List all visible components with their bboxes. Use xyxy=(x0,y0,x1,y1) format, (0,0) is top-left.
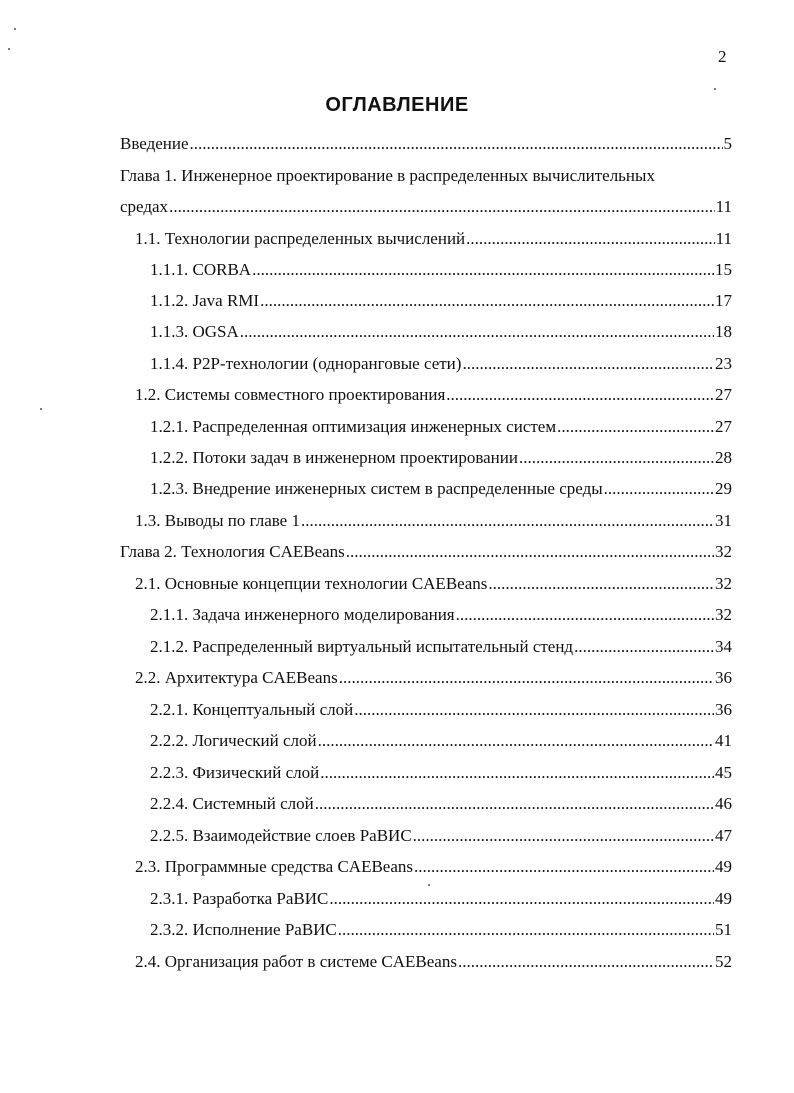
toc-entry-chapter1[interactable]: средах ..... 11 xyxy=(120,197,732,217)
toc-entry-2-2-3[interactable]: 2.2.3. Физический слой ..... 45 xyxy=(150,763,732,783)
toc-entry-1-1-3[interactable]: 1.1.3. OGSA ..... 18 xyxy=(150,322,732,342)
toc-entry-chapter2[interactable]: Глава 2. Технология CAEBeans ..... 32 xyxy=(120,542,732,562)
toc-entry-1-1[interactable]: 1.1. Технологии распределенных вычислений ..... 11 xyxy=(135,229,732,249)
toc-entry-2-3-2[interactable]: 2.3.2. Исполнение РаВИС ..... 51 xyxy=(150,920,732,940)
toc-entry-1-1-2[interactable]: 1.1.2. Java RMI ..... 17 xyxy=(150,291,732,311)
toc-entry-2-1[interactable]: 2.1. Основные концепции технологии CAEBeans ..... 32 xyxy=(135,574,732,594)
toc-entry-1-2-1[interactable]: 1.2.1. Распределенная оптимизация инженерных систем ..... 27 xyxy=(150,417,732,437)
toc-entry-2-2[interactable]: 2.2. Архитектура CAEBeans ..... 36 xyxy=(135,668,732,688)
toc-entry-introduction[interactable]: Введение ..... 5 xyxy=(120,134,732,154)
scan-speck xyxy=(40,408,42,410)
page-title: ОГЛАВЛЕНИЕ xyxy=(325,94,469,116)
toc-entry-chapter1-line1[interactable]: Глава 1. Инженерное проектирование в распределенных вычислительных xyxy=(120,166,655,185)
scan-speck xyxy=(8,48,10,50)
toc-entry-2-2-5[interactable]: 2.2.5. Взаимодействие слоев РаВИС ..... 47 xyxy=(150,826,732,846)
page-number: 2 xyxy=(718,47,727,66)
toc-entry-1-2-2[interactable]: 1.2.2. Потоки задач в инженерном проектировании ..... 28 xyxy=(150,448,732,468)
toc-entry-2-2-1[interactable]: 2.2.1. Концептуальный слой ..... 36 xyxy=(150,700,732,720)
toc-entry-1-2-3[interactable]: 1.2.3. Внедрение инженерных систем в распределенные среды ..... 29 xyxy=(150,479,732,499)
toc-entry-2-4[interactable]: 2.4. Организация работ в системе CAEBeans ..... 52 xyxy=(135,952,732,972)
scan-speck xyxy=(428,884,430,886)
toc-entry-2-3[interactable]: 2.3. Программные средства CAEBeans ..... 49 xyxy=(135,857,732,877)
toc-entry-1-3[interactable]: 1.3. Выводы по главе 1 ..... 31 xyxy=(135,511,732,531)
toc-entry-2-2-4[interactable]: 2.2.4. Системный слой ..... 46 xyxy=(150,794,732,814)
toc-entry-2-2-2[interactable]: 2.2.2. Логический слой ..... 41 xyxy=(150,731,732,751)
toc-entry-1-1-4[interactable]: 1.1.4. P2P-технологии (одноранговые сети) ..... 23 xyxy=(150,354,732,374)
toc-entry-2-1-1[interactable]: 2.1.1. Задача инженерного моделирования ..... 32 xyxy=(150,605,732,625)
scan-speck xyxy=(14,28,16,30)
toc-entry-1-2[interactable]: 1.2. Системы совместного проектирования ..... 27 xyxy=(135,385,732,405)
scan-speck xyxy=(714,88,716,90)
toc-entry-2-1-2[interactable]: 2.1.2. Распределенный виртуальный испытательный стенд ..... 34 xyxy=(150,637,732,657)
toc-entry-1-1-1[interactable]: 1.1.1. CORBA ..... 15 xyxy=(150,260,732,280)
toc-entry-2-3-1[interactable]: 2.3.1. Разработка РаВИС ..... 49 xyxy=(150,889,732,909)
